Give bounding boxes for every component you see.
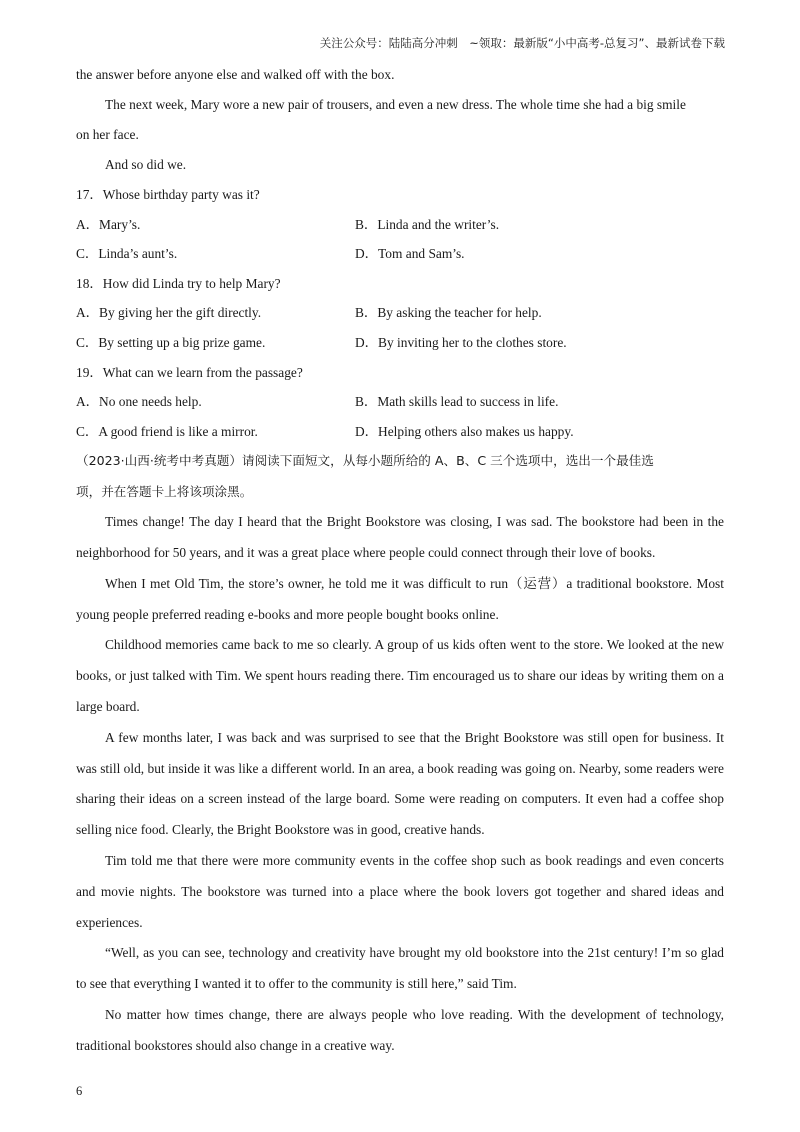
passage-paragraph: “Well, as you can see, technology and creativity have brought my old bookstore into the 21st century! I’m so glad to see that everything I wanted it to offer to the community is still here,” said Tim. xyxy=(76,945,724,992)
prev-passage-line: the answer before anyone else and walked off with the box. xyxy=(76,67,395,82)
option-d: D．Helping others also makes us happy. xyxy=(355,423,574,439)
passage-paragraph: When I met Old Tim, the store’s owner, he told me it was difficult to run（运营）a traditional bookstore. Most young people preferred reading e-books and more people bought books online. xyxy=(76,575,724,622)
question-stem: 17．Whose birthday party was it? xyxy=(76,187,260,202)
option-a: A．Mary’s. xyxy=(76,216,141,232)
question-18 xyxy=(76,269,724,358)
option-c: C．Linda’s aunt’s. xyxy=(76,246,178,262)
option-a: A．No one needs help. xyxy=(76,394,202,410)
prev-passage-line: The next week, Mary wore a new pair of trousers, and even a new dress. The whole time she had a big smile xyxy=(105,97,686,112)
section-instruction xyxy=(76,446,724,507)
option-b: B．By asking the teacher for help. xyxy=(355,305,542,321)
option-d: D．By inviting her to the clothes store. xyxy=(355,334,567,350)
passage-paragraph: Childhood memories came back to me so clearly. A group of us kids often went to the store. We looked at the new books, or just talked with Tim. We spent hours reading there. Tim encouraged us to share our ideas by writing them on a large board. xyxy=(76,637,724,714)
option-b: B．Linda and the writer’s. xyxy=(355,216,500,232)
instruction-line: （2023·山西·统考中考真题）请阅读下面短文，从每小题所给的 A、B、C 三个选项中，选出一个最佳选 xyxy=(76,453,654,469)
prev-passage-line: on her face. xyxy=(76,127,139,142)
reading-passage xyxy=(76,507,724,1061)
passage-paragraph: No matter how times change, there are always people who love reading. With the development of technology, traditional bookstores should also change in a creative way. xyxy=(76,1006,724,1053)
passage-paragraph: Tim told me that there were more community events in the coffee shop such as book readings and even concerts and movie nights. The bookstore was turned into a place where the book lovers got together and shared ideas and experiences. xyxy=(76,852,724,930)
passage-paragraph: Times change! The day I heard that the Bright Bookstore was closing, I was sad. The bookstore had been in the neighborhood for 50 years, and it was a great place where people could connect through their love of books. xyxy=(76,514,724,560)
question-stem: 18．How did Linda try to help Mary? xyxy=(76,275,281,291)
prev-passage-line: And so did we. xyxy=(105,157,187,172)
page-header: 关注公众号：陆陆高分冲刺 ~领取：最新版“小中高考-总复习”、最新试卷下载 xyxy=(319,36,725,50)
option-a: A．By giving her the gift directly. xyxy=(76,305,262,321)
page-content xyxy=(76,60,724,1062)
page-number: 6 xyxy=(76,1084,83,1098)
option-c: C．By setting up a big prize game. xyxy=(76,334,266,350)
question-stem: 19．What can we learn from the passage? xyxy=(76,364,303,380)
question-17 xyxy=(76,180,724,269)
option-c: C．A good friend is like a mirror. xyxy=(76,423,258,439)
option-d: D．Tom and Sam’s. xyxy=(355,246,465,262)
passage-paragraph: A few months later, I was back and was surprised to see that the Bright Bookstore was still open for business. It was still old, but inside it was like a different world. In an area, a book reading was going on. Nearby, some readers were sharing their ideas on a screen instead of the large board. Some were reading on computers. It even had a coffee shop selling nice food. Clearly, the Bright Bookstore was in good, creative hands. xyxy=(76,729,724,838)
option-b: B．Math skills lead to success in life. xyxy=(355,394,559,410)
instruction-line: 项，并在答题卡上将该项涂黑。 xyxy=(76,483,253,499)
question-19 xyxy=(76,358,724,447)
